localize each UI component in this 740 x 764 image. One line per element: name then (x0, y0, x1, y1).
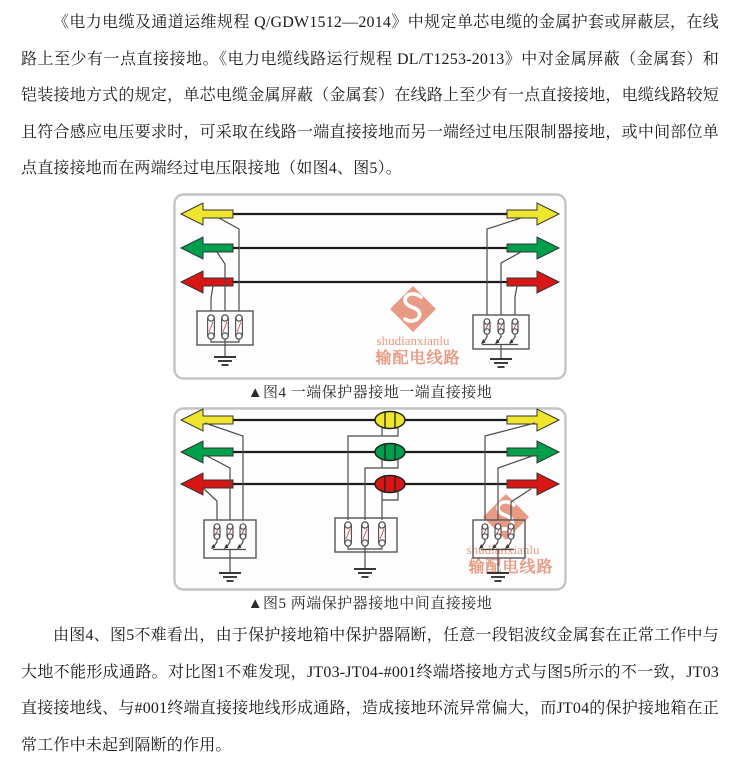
joint-yellow (375, 411, 405, 428)
protector-element (208, 315, 215, 339)
figure4-caption: ▲图4 一端保护器接地一端直接接地 (247, 384, 493, 401)
joint-red (375, 475, 405, 492)
protector-element (236, 315, 243, 339)
figure5-svg (173, 407, 567, 591)
watermark-latin-text: shudianxianlu (466, 541, 540, 557)
figure5-diagram (173, 407, 567, 591)
watermark-chinese-text: 输配电线路 (375, 349, 461, 367)
intro-paragraph: 《电力电缆及通道运维规程 Q/GDW1512—2014》中规定单芯电缆的金属护套或屏蔽层，在线路上至少有一点直接接地。《电力电缆线路运行规程 DL/T1253-2013》中对金属屏蔽（金属套）和铠装接地方式的规定，单芯电缆金属屏蔽（金属套）在线路上至少有一点直接接地，电缆线路较短且符合感应电压要求时，可采取在线路一端直接接地而另一端经过电压限制器接地，或中间部位单点直接接地而在两端经过电压限接地（如图4、图5）。 (21, 14, 719, 178)
protector-element (345, 522, 352, 546)
watermark-chinese-text: 输配电线路 (468, 558, 554, 576)
watermark-latin-text: shudianxianlu (376, 332, 450, 348)
figure5-caption: ▲图5 两端保护器接地中间直接接地 (247, 595, 493, 612)
figure5-insulation-joints (375, 411, 405, 492)
protector-element (362, 522, 369, 546)
protector-element (222, 315, 229, 339)
protector-element (379, 522, 386, 546)
figure4-diagram (173, 193, 567, 380)
analysis-paragraph: 由图4、图5不难看出，由于保护接地箱中保护器隔断，任意一段铝波纹金属套在正常工作中与大地不能形成通路。对比图1不难发现，JT03-JT04-#001终端塔接地方式与图5所示的不一致，JT03直接接地线、与#001终端直接接地线形成通路，造成接地环流异常偏大，而JT04的保护接地箱在正常工作中未起到隔断的作用。 (21, 626, 719, 754)
joint-green (375, 443, 405, 460)
figure4-svg (173, 193, 567, 380)
